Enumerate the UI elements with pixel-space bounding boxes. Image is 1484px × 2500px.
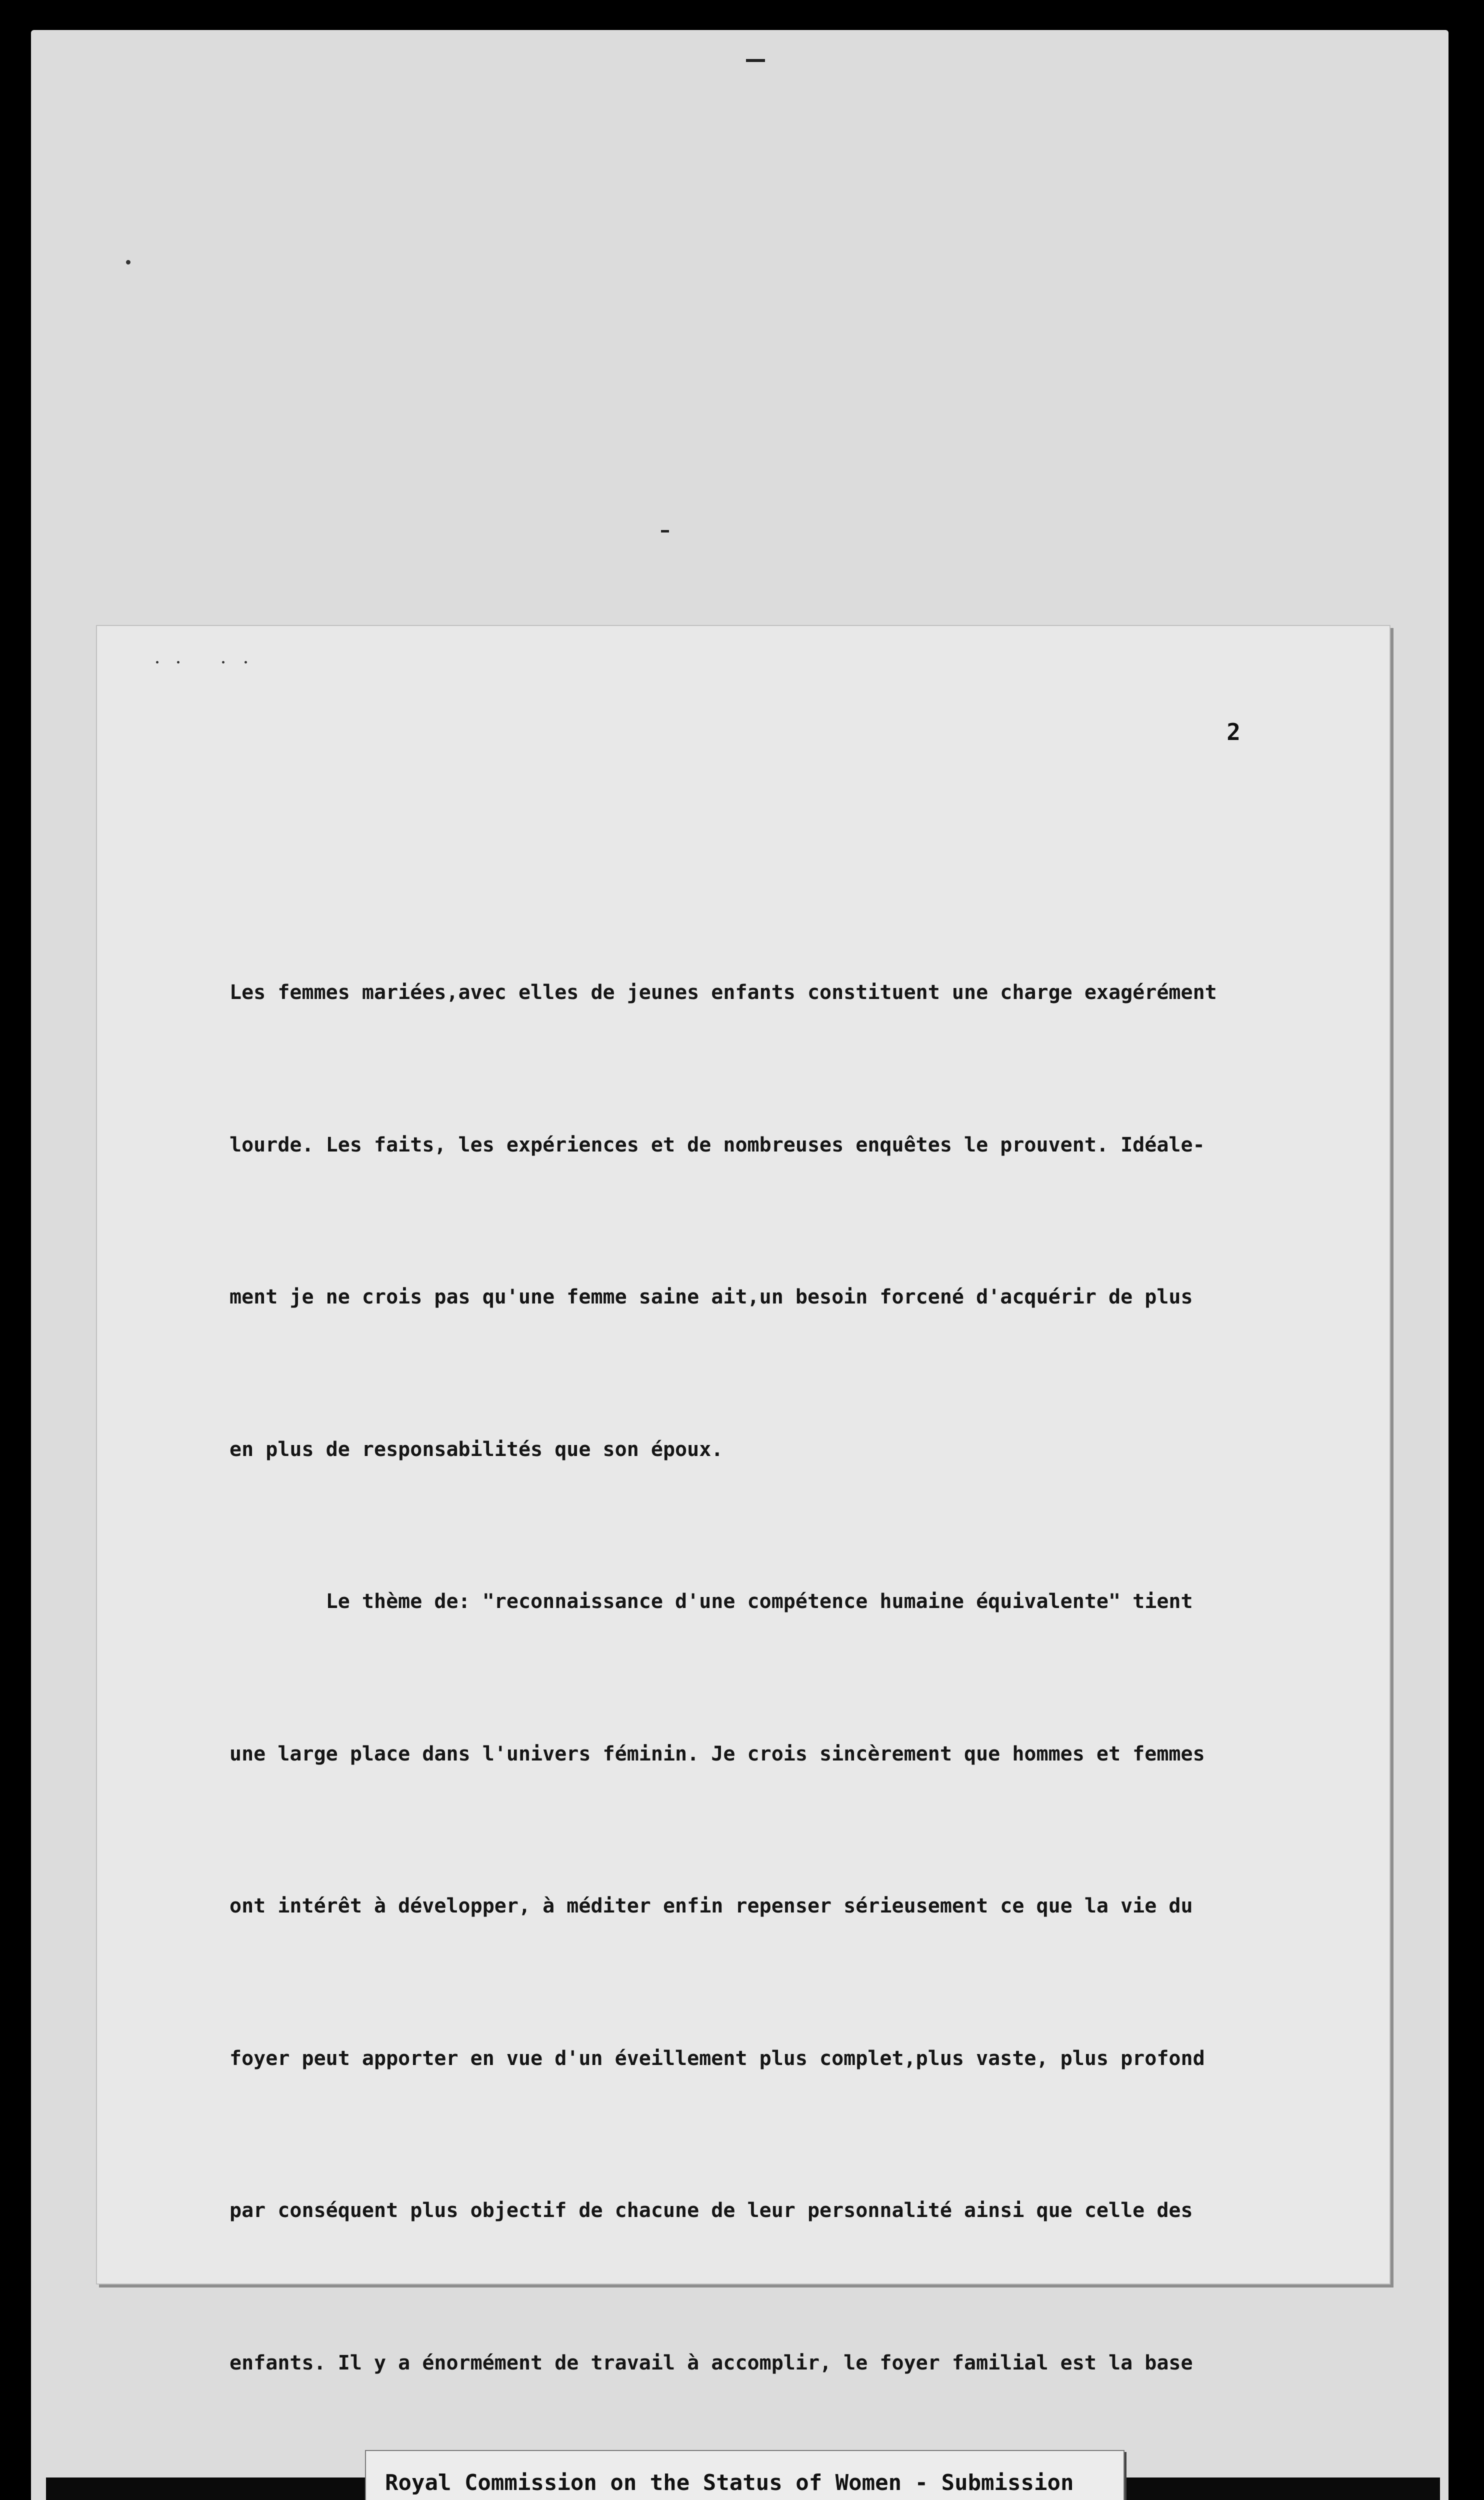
text-line: lourde. Les faits, les expériences et de nombreuses enquêtes le prouvent. Idéale- xyxy=(230,1133,1205,1156)
page-number: 2 xyxy=(1226,718,1240,746)
text-line: foyer peut apporter en vue d'un éveillement plus complet,plus vaste, plus profond xyxy=(230,2046,1205,2070)
archive-label xyxy=(365,2450,1124,2500)
mark-dot xyxy=(126,260,130,264)
mark-dot xyxy=(244,661,247,664)
text-line: ont intérêt à développer, à méditer enfin repenser sérieusement ce que la vie du xyxy=(230,1894,1193,1918)
mark-dot xyxy=(156,661,158,664)
text-line: une large place dans l'univers féminin. Je crois sincèrement que hommes et femmes xyxy=(230,1742,1205,1766)
body-text xyxy=(230,866,1380,2500)
mark-dash xyxy=(661,530,669,532)
text-line: ment je ne crois pas qu'une femme saine ait,un besoin forcené d'acquérir de plus xyxy=(230,1286,1193,1308)
label-line-1: Royal Commission on the Status of Women - Submission xyxy=(385,2470,1074,2496)
typed-page xyxy=(96,625,1390,2374)
text-line: Le thème de: "reconnaissance d'une compétence humaine équivalente" tient xyxy=(230,1590,1193,1613)
mark-dot xyxy=(177,661,180,664)
mark-dot xyxy=(222,661,224,664)
text-line: enfants. Il y a énormément de travail à accomplir, le foyer familial est la base xyxy=(230,2351,1193,2374)
text-line: par conséquent plus objectif de chacune de leur personnalité ainsi que celle des xyxy=(230,2199,1193,2222)
text-line: Les femmes mariées,avec elles de jeunes enfants constituent une charge exagérément xyxy=(230,981,1217,1004)
text-line: en plus de responsabilités que son époux. xyxy=(230,1438,724,1461)
mark-dash xyxy=(746,59,765,62)
